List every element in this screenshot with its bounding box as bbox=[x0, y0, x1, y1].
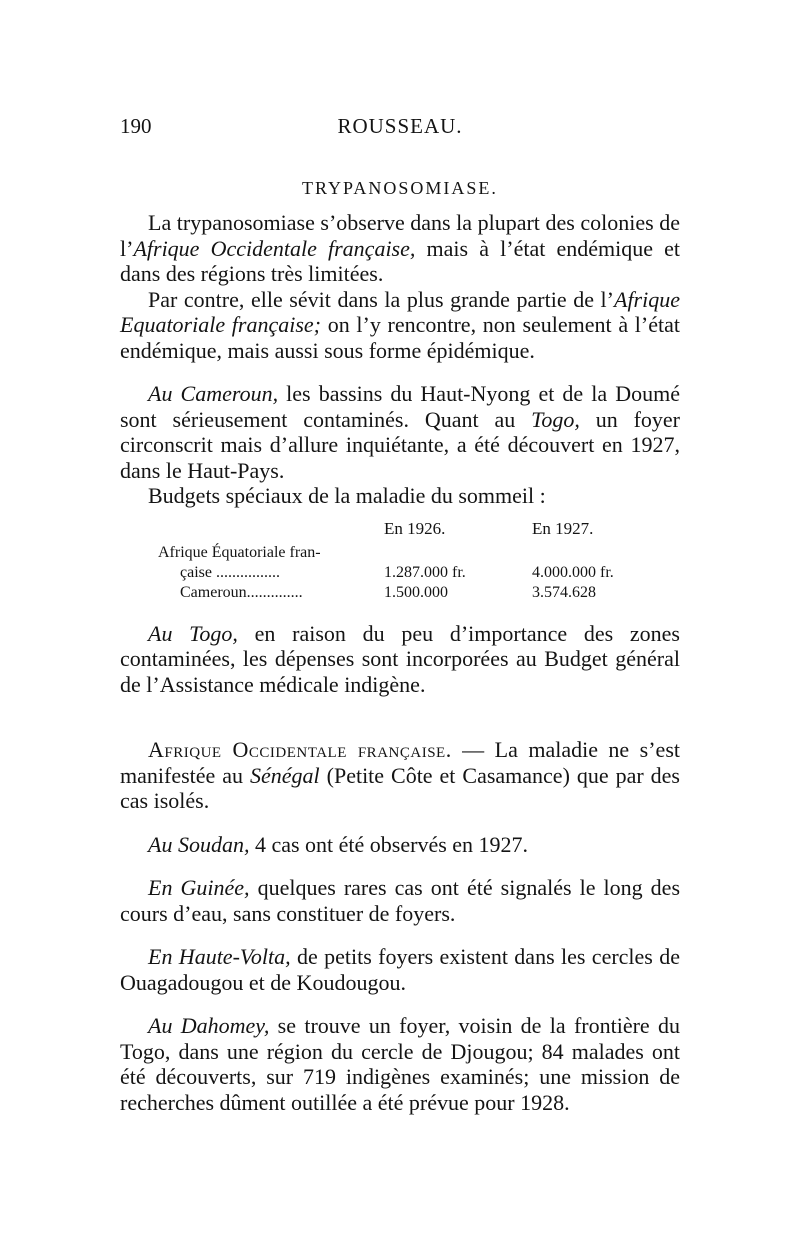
text-run: La trypanosomiase s’observe dans la plupart des colonies de l’ bbox=[120, 210, 680, 261]
budget-table-header bbox=[158, 519, 678, 543]
paragraph-10 bbox=[120, 1013, 680, 1115]
cell-1926: 1.287.000 fr. bbox=[384, 563, 466, 581]
table-row bbox=[158, 583, 678, 603]
paragraph-9 bbox=[120, 944, 680, 995]
paragraph-6 bbox=[120, 737, 680, 814]
italic-run: Au Cameroun, bbox=[148, 381, 279, 406]
text-run: les bassins du Haut-Nyong et de la Doumé sont sérieusement contaminés. Quant au bbox=[120, 381, 680, 432]
cell-1927: 3.574.628 bbox=[532, 583, 596, 601]
italic-run: Afrique Occidentale française, bbox=[133, 235, 416, 261]
row-label-continued: çaise ................ bbox=[180, 563, 280, 581]
text-run: quelques rares cas ont été signalés le long des cours d’eau, sans constituer de foyers. bbox=[120, 875, 681, 926]
italic-run: Au Togo, bbox=[148, 620, 238, 646]
page-header bbox=[120, 114, 680, 144]
body-text bbox=[120, 210, 680, 1115]
row-label: Afrique Équatoriale fran- bbox=[158, 543, 321, 561]
text-run: se trouve un foyer, voisin de la frontière du Togo, dans une région du cercle de Djougou; 84 malades ont été découverts, sur 719 indigènes examinés; une mission de recherches dûment outillée a été prévue pour 1928. bbox=[120, 1013, 680, 1115]
table-row bbox=[158, 543, 678, 563]
paragraph-2 bbox=[120, 287, 680, 364]
italic-run: Au Soudan, bbox=[148, 831, 250, 857]
text-run: (Petite Côte et Casamance) que par des cas isolés. bbox=[120, 762, 680, 813]
text-run: un foyer circonscrit mais d’allure inquiétante, a été découvert en 1927, dans le Haut-Pays. bbox=[120, 406, 680, 483]
section-title: TRYPANOSOMIASE. bbox=[302, 178, 498, 198]
italic-run: Afrique Equatoriale française; bbox=[120, 286, 680, 337]
paragraph-7 bbox=[120, 832, 680, 858]
paragraph-5 bbox=[120, 621, 680, 698]
paragraph-8 bbox=[120, 875, 680, 926]
text-run: on l’y rencontre, non seulement à l’état endémique, mais aussi sous forme épidémique. bbox=[120, 312, 680, 363]
italic-run: Togo, bbox=[531, 406, 580, 432]
row-label: Cameroun.............. bbox=[180, 583, 303, 601]
column-header-1927: En 1927. bbox=[532, 518, 594, 538]
running-head: ROUSSEAU. bbox=[337, 114, 463, 138]
italic-run: En Guinée, bbox=[148, 875, 250, 900]
small-caps-heading: Afrique Occidentale française. bbox=[148, 737, 452, 762]
cell-1927: 4.000.000 fr. bbox=[532, 563, 614, 581]
table-row bbox=[158, 563, 678, 583]
column-header-1926: En 1926. bbox=[384, 518, 446, 538]
text-run: en raison du peu d’importance des zones contaminées, les dépenses sont incorporées au Budget général de l’Assistance médicale indigène. bbox=[120, 620, 680, 697]
paragraph-3 bbox=[120, 381, 680, 483]
text-run: — La maladie ne s’est manifestée au bbox=[120, 737, 680, 788]
cell-1926: 1.500.000 bbox=[384, 583, 448, 601]
text-run: Par contre, elle sévit dans la plus grande partie de l’ bbox=[148, 286, 614, 312]
text-run: 4 cas ont été observés en 1927. bbox=[249, 831, 529, 857]
italic-run: Sénégal bbox=[250, 762, 320, 788]
page-number: 190 bbox=[120, 114, 152, 138]
paragraph-4: Budgets spéciaux de la maladie du sommeil : bbox=[148, 483, 546, 508]
text-run: mais à l’état endémique et dans des régions très limitées. bbox=[120, 235, 680, 286]
italic-run: En Haute-Volta, bbox=[148, 944, 291, 969]
paragraph-1 bbox=[120, 210, 680, 287]
text-run: de petits foyers existent dans les cercles de Ouagadougou et de Koudougou. bbox=[120, 944, 680, 995]
budget-table bbox=[158, 519, 678, 603]
italic-run: Au Dahomey, bbox=[148, 1013, 270, 1038]
